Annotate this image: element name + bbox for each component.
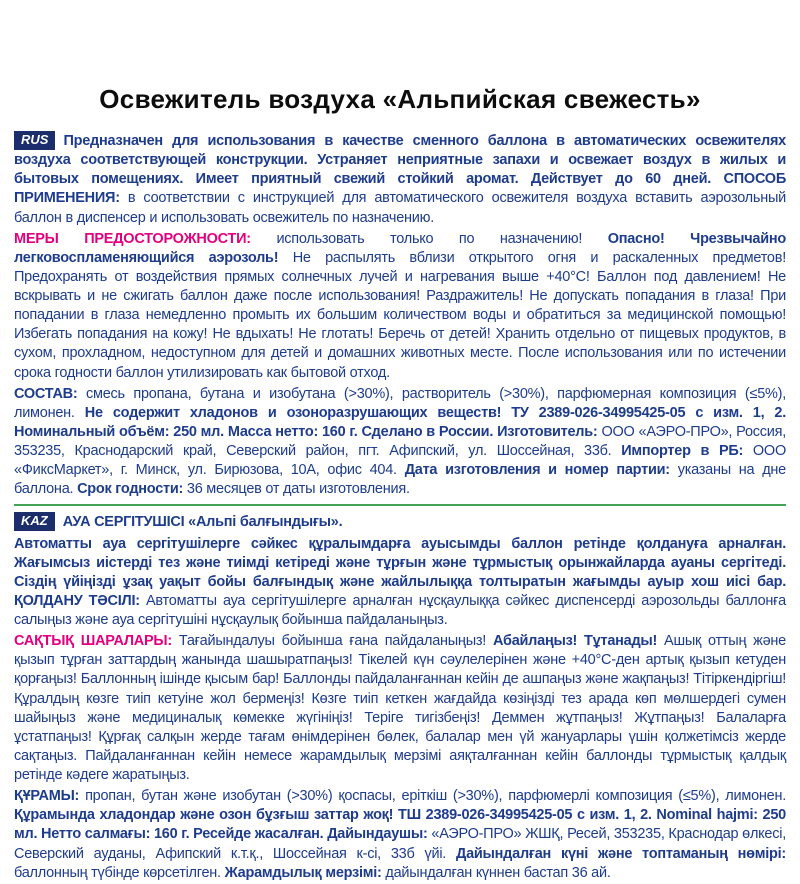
rus-composition-paragraph	[14, 385, 786, 500]
text-segment: Автоматты ауа сергітушілерге арналған нұсқаулыққа сәйкес диспенсерді аэрозольды баллонға салыңыз және ауа сергітушіні нұсқаулық бойынша пайдаланыңыз.	[14, 592, 786, 628]
text-segment: Ашық оттың және қызып тұрған заттардың жанында шашыратпаңыз! Тікелей күн сәулелерінен және +40°С-ден артық қызып кетуден қорғаңыз! Баллонның ішінде қысым бар! Баллонды пайдаланғаннан кейін де ашпаңыз және жақпаңыз! Тітіркендіргіш! Құралдың көзге тиіп кетуіне жол бермеңіз! Көзге тиіп кеткен жағдайда көзіңізді тез арада көп мөлшердегі сумен шайыңыз және медициналық көмекке жүгініңіз! Теріге тигізбеңіз! Деммен жұтпаңыз! Жұтпаңыз! Балаларға ұстатпаңыз! Құрғақ салқын жерде тағам өнімдерінен бөлек, балалар мен үй жануарлары үшін қолжетімсіз жерде сақтаңыз. Пайдаланғаннан кейін немесе жарамдылық мерзімі аяқталғаннан кейін баллонды тұрмыстық қалдық ретінде кәдеге жаратыңыз.	[14, 633, 786, 783]
text-segment: «АЭРО-ПРО» ЖШҚ, Ресей, 353235, Краснодар өлкесі, Северский ауданы, Афипский к.т.қ., Шоссейная к-сі, 33б үйі.	[14, 826, 786, 862]
text-segment: Предназначен для использования в качестве сменного баллона в автоматических освежителях воздуха соответствующей конструкции. Устраняет неприятные запахи и освежает воздух в жилых и бытовых помещениях. Имеет приятный свежий стойкий аромат. Действует до 60 дней.	[14, 133, 786, 188]
text-segment: Не распылять вблизи открытого огня и раскаленных предметов! Предохранять от воздействия прямых солнечных лучей и нагревания выше +40°С! Баллон под давлением! Не вскрывать и не сжигать баллон даже после использования! Раздражитель! Не допускать попадания в глаза! При попадании в глаза немедленно промыть их большим количеством воды и обратиться за медицинской помощью! Избегать попадания на кожу! Не вдыхать! Не глотать! Беречь от детей! Хранить отдельно от пищевых продуктов, в сухом, прохладном, недоступном для детей и домашних животных месте. После использования или по истечении срока годности баллон утилизировать как бытовой отход.	[14, 249, 786, 381]
rus-precautions-paragraph	[14, 230, 786, 383]
text-segment: пропан, бутан және изобутан (>30%) қоспасы, еріткіш (>30%), парфюмерлі композиция (≤5%), лимонен.	[85, 788, 786, 805]
section-divider	[14, 504, 786, 506]
text-segment: МЕРЫ ПРЕДОСТОРОЖНОСТИ:	[14, 230, 277, 247]
text-segment: дайындалған күннен бастап 36 ай.	[385, 864, 611, 881]
text-segment: Импортер в РБ:	[621, 443, 753, 459]
text-segment: использовать только по назначению!	[276, 230, 608, 247]
text-segment: 36 месяцев от даты изготовления.	[186, 481, 410, 498]
product-label-page	[0, 84, 800, 884]
text-segment: САҚТЫҚ ШАРАЛАРЫ:	[14, 633, 179, 650]
kaz-intro-paragraph	[14, 535, 786, 631]
kaz-heading-line	[14, 512, 786, 532]
text-segment: СОСТАВ:	[14, 385, 86, 402]
text-segment: Тағайындалуы бойынша ғана пайдаланыңыз!	[178, 633, 493, 650]
text-segment: смесь пропана, бутана и изобутана (>30%), растворитель (>30%), парфюмерная композиция (≤5%), лимонен.	[14, 385, 787, 421]
text-segment: Срок годности:	[77, 481, 187, 498]
kaz-precautions-paragraph	[14, 632, 786, 785]
text-segment: Дайындалған күні және топтаманың нөмірі:	[455, 845, 786, 862]
text-segment: ООО «АЭРО-ПРО», Россия, 353235, Краснодарский край, Северский район, пгт. Афипский, ул. Шоссейная, 33б.	[14, 423, 786, 459]
rus-intro-paragraph	[14, 131, 786, 228]
text-segment: Не содержит хладонов и озоноразрушающих веществ! ТУ 2389-026-34995425-05 с изм. 1, 2. Номинальный объём: 250 мл. Масса нетто: 160 г. Сделано в России. Изготовитель:	[14, 404, 786, 440]
text-segment: Жарамдылық мерзімі:	[224, 864, 386, 881]
kaz-composition-paragraph	[14, 787, 786, 883]
kaz-product-heading: АУА СЕРГІТУШІСІ «Альпі балғындығы».	[62, 514, 343, 531]
rus-language-badge: RUS	[14, 131, 55, 150]
text-segment: Дата изготовления и номер партии:	[404, 462, 678, 479]
text-segment: ҚОЛДАНУ ТӘСІЛІ:	[14, 592, 146, 609]
text-segment: Опасно! Чрезвычайно легковоспламеняющийся аэрозоль!	[14, 230, 787, 266]
text-segment: Құрамында хладондар және озон бұзғыш заттар жоқ! ТШ 2389-026-34995425-05 с изм. 1, 2. Nominal hajmi: 250 мл. Нетто салмағы: 160 г. Ресейде жасалған. Дайындаушы:	[14, 807, 786, 843]
kaz-language-badge: KAZ	[14, 512, 55, 531]
kazakh-section	[14, 512, 786, 882]
text-segment: Автоматты ауа сергітушілерге сәйкес құралымдарға ауысымды баллон ретінде қолдануға арналған. Жағымсыз иістерді тез және тиімді кетіреді және тұрғын және тұрмыстық орынжайларда ауаны сергітеді. Сіздің үйіңізді ұзақ уақыт бойы балғындық және жайлылыққа толтыратын жағымды ауыр хош иісі бар.	[14, 535, 786, 590]
text-segment: ООО «ФиксМаркет», г. Минск, ул. Бирюзова, 10А, офис 404.	[14, 443, 786, 479]
product-title: Освежитель воздуха «Альпийская свежесть»	[99, 84, 701, 114]
text-segment: в соответствии с инструкцией для автоматического освежителя воздуха вставить аэрозольный баллон в диспенсер и использовать освежитель по назначению.	[14, 190, 786, 226]
text-segment: баллонның түбінде көрсетілген.	[14, 864, 225, 881]
text-segment: указаны на дне баллона.	[14, 462, 787, 498]
russian-section	[14, 131, 786, 499]
text-segment: СПОСОБ ПРИМЕНЕНИЯ:	[14, 171, 786, 207]
text-segment: Абайлаңыз! Тұтанады!	[492, 633, 665, 650]
text-segment: ҚҰРАМЫ:	[14, 788, 86, 805]
